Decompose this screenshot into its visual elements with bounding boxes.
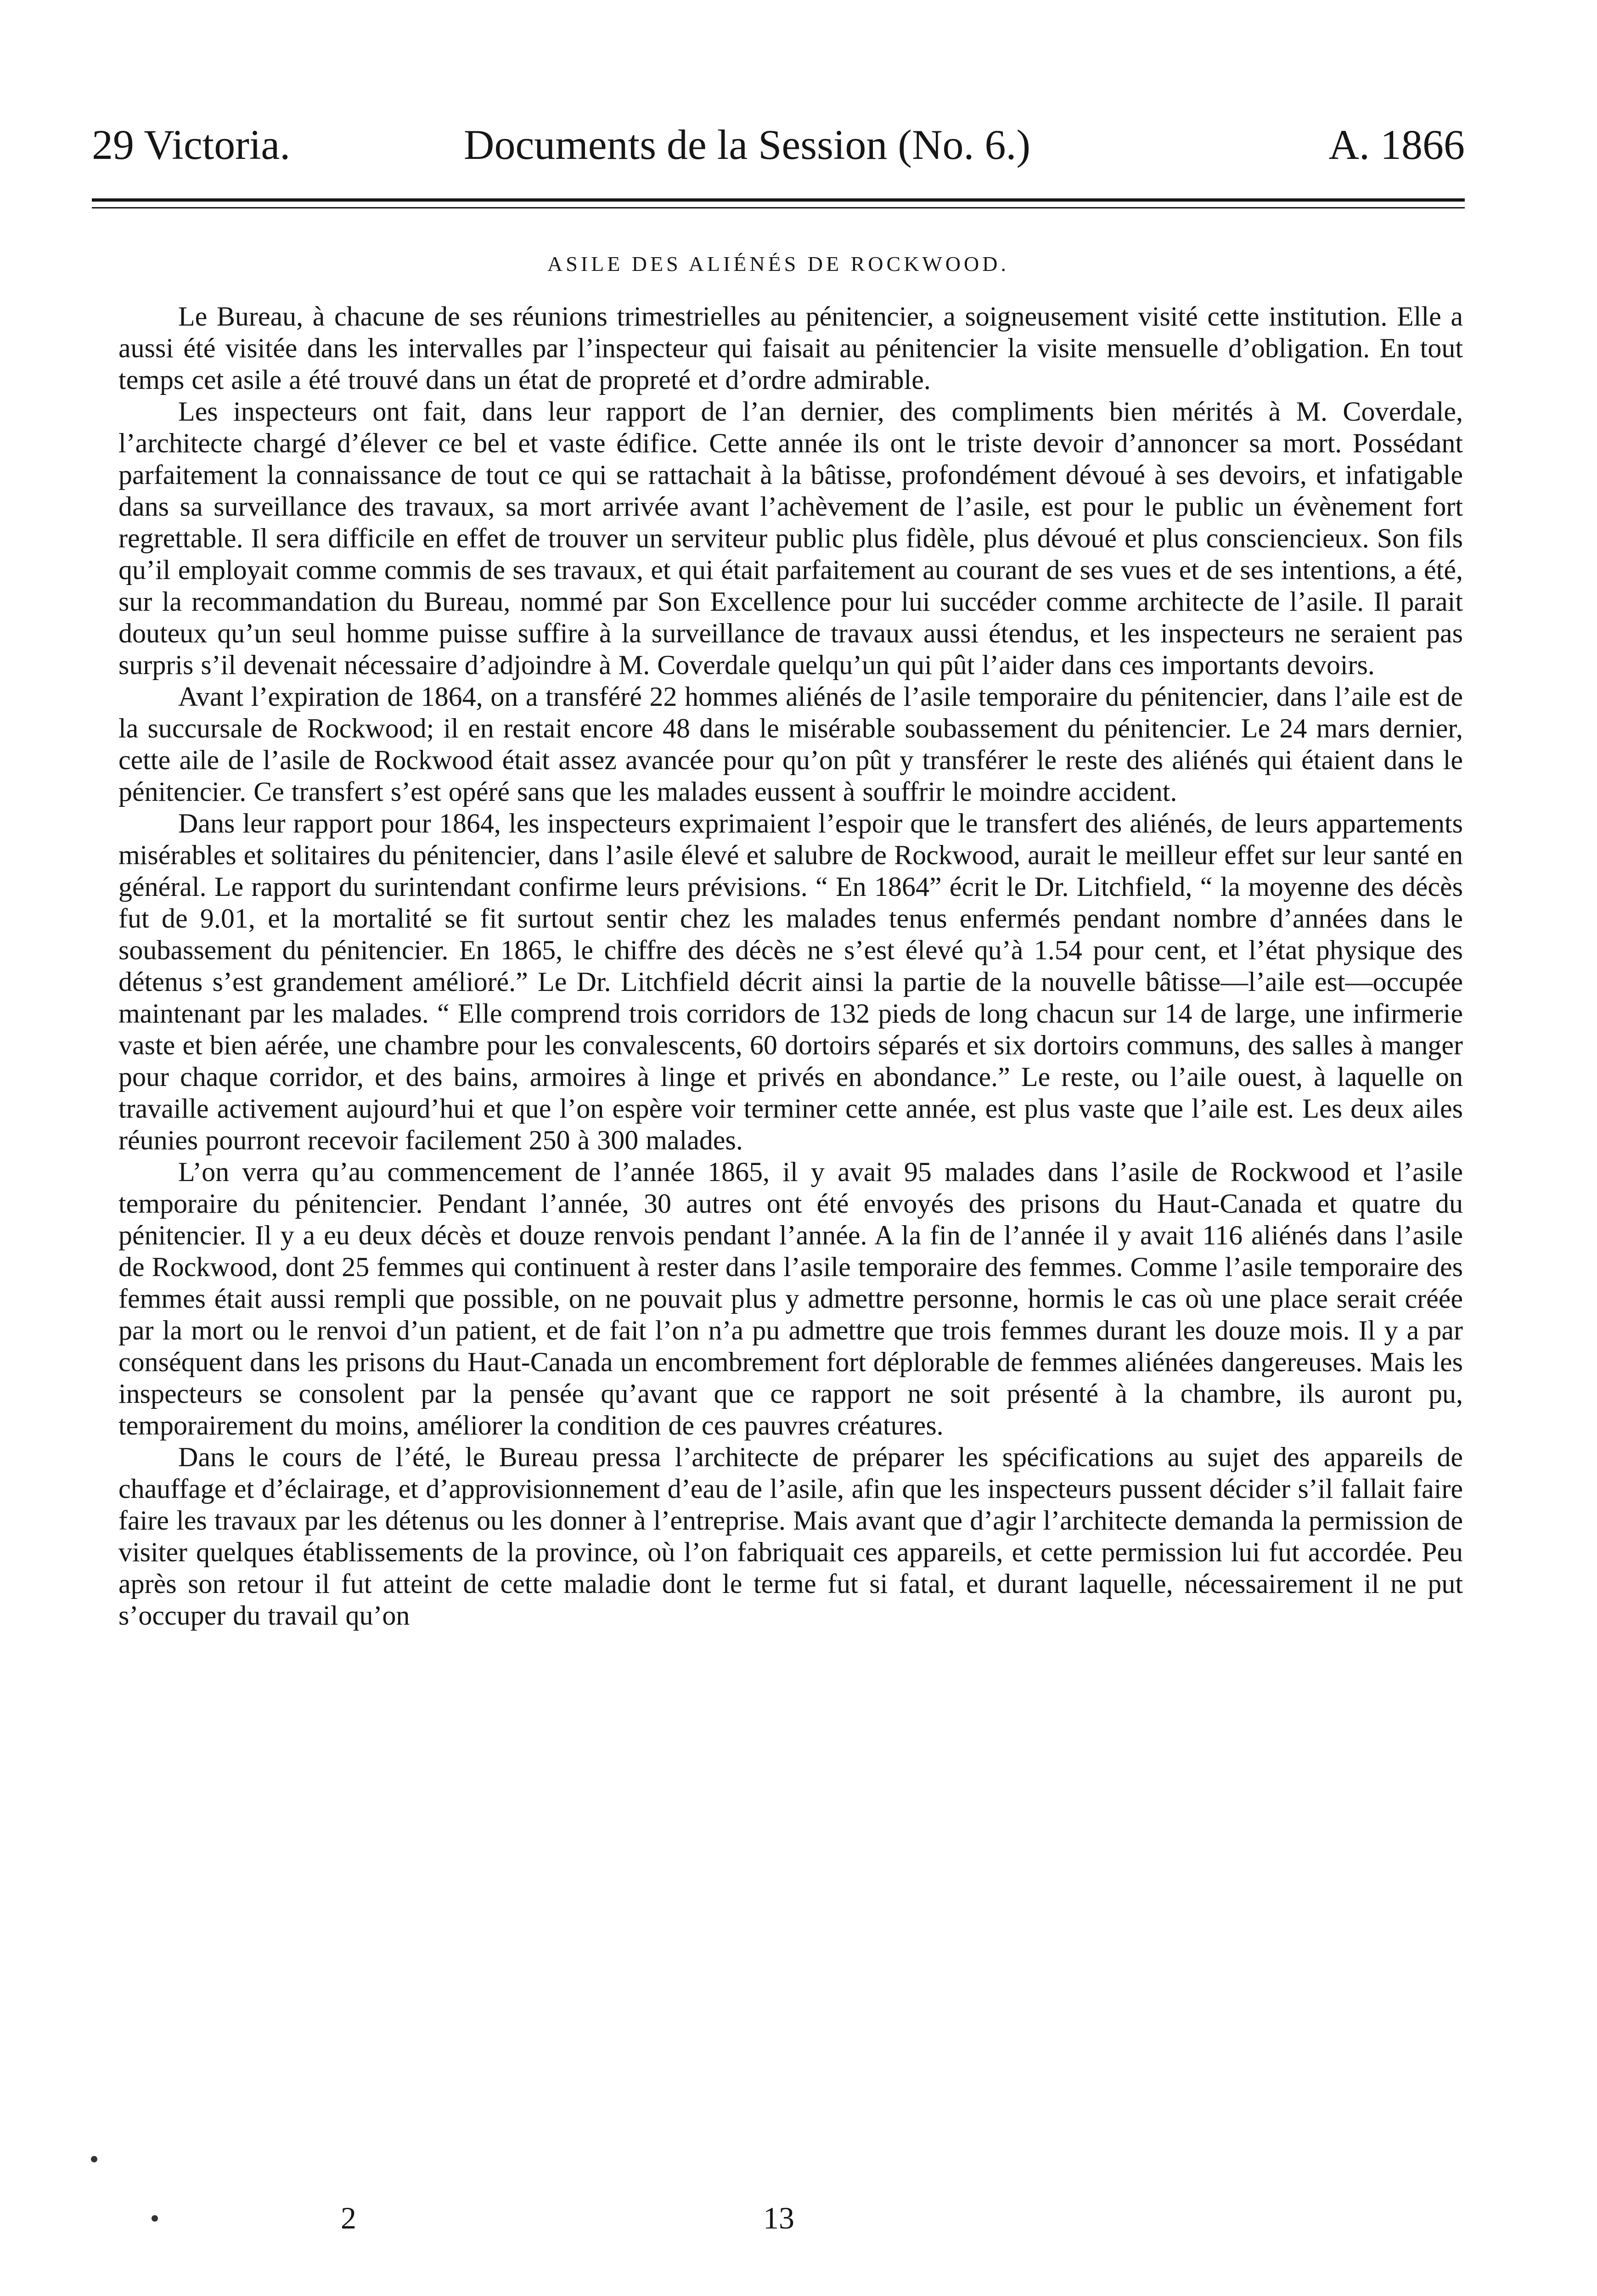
section-title: ASILE DES ALIÉNÉS DE ROCKWOOD. <box>547 252 1009 276</box>
paragraph: Avant l’expiration de 1864, on a transféré 22 hommes aliénés de l’asile temporaire du pénitencier, dans l’aile est de la succursale de Rockwood; il en restait encore 48 dans le misérable soubassement du pénitencier. Le 24 mars dernier, cette aile de l’asile de Rockwood était assez avancée pour qu’on pût y transférer le reste des aliénés qui étaient dans le pénitencier. Ce transfert s’est opéré sans que les malades eussent à souffrir le moindre accident. <box>118 681 1463 807</box>
paragraph: Dans le cours de l’été, le Bureau pressa l’architecte de préparer les spécifications au sujet des appareils de chauffage et d’éclairage, et d’approvisionnement d’eau de l’asile, afin que les inspecteurs pussent décider s’il fallait faire faire les travaux par les détenus ou les donner à l’entreprise. Mais avant que d’agir l’architecte demanda la permission de visiter quelques établissements de la province, où l’on fabriquait ces appareils, et cette permission lui fut accordée. Peu après son retour il fut atteint de cette maladie dont le terme fut si fatal, et durant laquelle, nécessairement il ne put s’occuper du travail qu’on <box>118 1442 1463 1631</box>
paragraph: Dans leur rapport pour 1864, les inspecteurs exprimaient l’espoir que le transfert des aliénés, de leurs appartements misérables et solitaires du pénitencier, dans l’asile élevé et salubre de Rockwood, aurait le meilleur effet sur leur santé en général. Le rapport du surintendant confirme leurs prévisions. “ En 1864” écrit le Dr. Litchfield, “ la moyenne des décès fut de 9.01, et la mortalité se fit surtout sentir chez les malades tenus enfermés pendant nombre d’années dans le soubassement du pénitencier. En 1865, le chiffre des décès ne s’est élevé qu’à 1.54 pour cent, et l’état physique des détenus s’est grandement amélioré.” Le Dr. Litchfield décrit ainsi la partie de la nouvelle bâtisse—l’aile est—occupée maintenant par les malades. “ Elle comprend trois corridors de 132 pieds de long chacun sur 14 de large, une infirmerie vaste et bien aérée, une chambre pour les convalescents, 60 dortoirs séparés et six dortoirs communs, des salles à manger pour chaque corridor, et des bains, armoires à linge et privés en abondance.” Le reste, ou l’aile ouest, à laquelle on travaille activement aujourd’hui et que l’on espère voir terminer cette année, est plus vaste que l’aile est. Les deux ailes réunies pourront recevoir facilement 250 à 300 malades. <box>118 808 1463 1155</box>
paragraph: Les inspecteurs ont fait, dans leur rapport de l’an dernier, des compliments bien mérités à M. Coverdale, l’architecte chargé d’élever ce bel et vaste édifice. Cette année ils ont le triste devoir d’annoncer sa mort. Possédant parfaitement la connaissance de tout ce qui se rattachait à la bâtisse, profondément dévoué à ses devoirs, et infatigable dans sa surveillance des travaux, sa mort arrivée avant l’achèvement de l’asile, est pour le public un évènement fort regrettable. Il sera difficile en effet de trouver un serviteur public plus fidèle, plus dévoué et plus consciencieux. Son fils qu’il employait comme commis de ses travaux, et qui était parfaitement au courant de ses vues et de ses intentions, a été, sur la recommandation du Bureau, nommé par Son Excellence pour lui succéder comme architecte de l’asile. Il parait douteux qu’un seul homme puisse suffire à la surveillance de travaux aussi étendus, et les inspecteurs ne seraient pas surpris s’il devenait nécessaire d’adjoindre à M. Coverdale quelqu’un qui pût l’aider dans ces importants devoirs. <box>118 396 1463 680</box>
paragraph: Le Bureau, à chacune de ses réunions trimestrielles au pénitencier, a soigneusement visité cette institution. Elle a aussi été visitée dans les intervalles par l’inspecteur qui faisait au pénitencier la visite mensuelle d’obligation. En tout temps cet asile a été trouvé dans un état de propreté et d’ordre admirable. <box>118 301 1463 395</box>
margin-dot <box>91 2156 97 2162</box>
signature-mark: 2 <box>341 2200 356 2235</box>
header-rule-thin <box>92 207 1465 208</box>
header-rule-thick <box>92 198 1465 202</box>
margin-dot <box>152 2215 158 2222</box>
header-regnal-year: 29 Victoria. <box>92 121 291 168</box>
page-footer <box>0 2200 1597 2241</box>
header-title: Documents de la Session (No. 6.) <box>464 121 1031 168</box>
running-header <box>92 119 1465 174</box>
paragraph: L’on verra qu’au commencement de l’année 1865, il y avait 95 malades dans l’asile de Rockwood et l’asile temporaire du pénitencier. Pendant l’année, 30 autres ont été envoyés des prisons du Haut-Canada et quatre du pénitencier. Il y a eu deux décès et douze renvois pendant l’année. A la fin de l’année il y avait 116 aliénés dans l’asile de Rockwood, dont 25 femmes qui continuent à rester dans l’asile temporaire des femmes. Comme l’asile temporaire des femmes était aussi rempli que possible, on ne pouvait plus y admettre personne, hormis le cas où une place serait créée par la mort ou le renvoi d’un patient, et de fait l’on n’a pu admettre que trois femmes durant les douze mois. Il y a par conséquent dans les prisons du Haut-Canada un encombrement fort déplorable de femmes aliénées dangereuses. Mais les inspecteurs se consolent par la pensée qu’avant que ce rapport ne soit présenté à la chambre, ils auront pu, temporairement du moins, améliorer la condition de ces pauvres créatures. <box>118 1157 1463 1441</box>
header-year: A. 1866 <box>1328 121 1465 168</box>
main-text <box>118 301 1463 1632</box>
page-number: 13 <box>763 2200 794 2235</box>
